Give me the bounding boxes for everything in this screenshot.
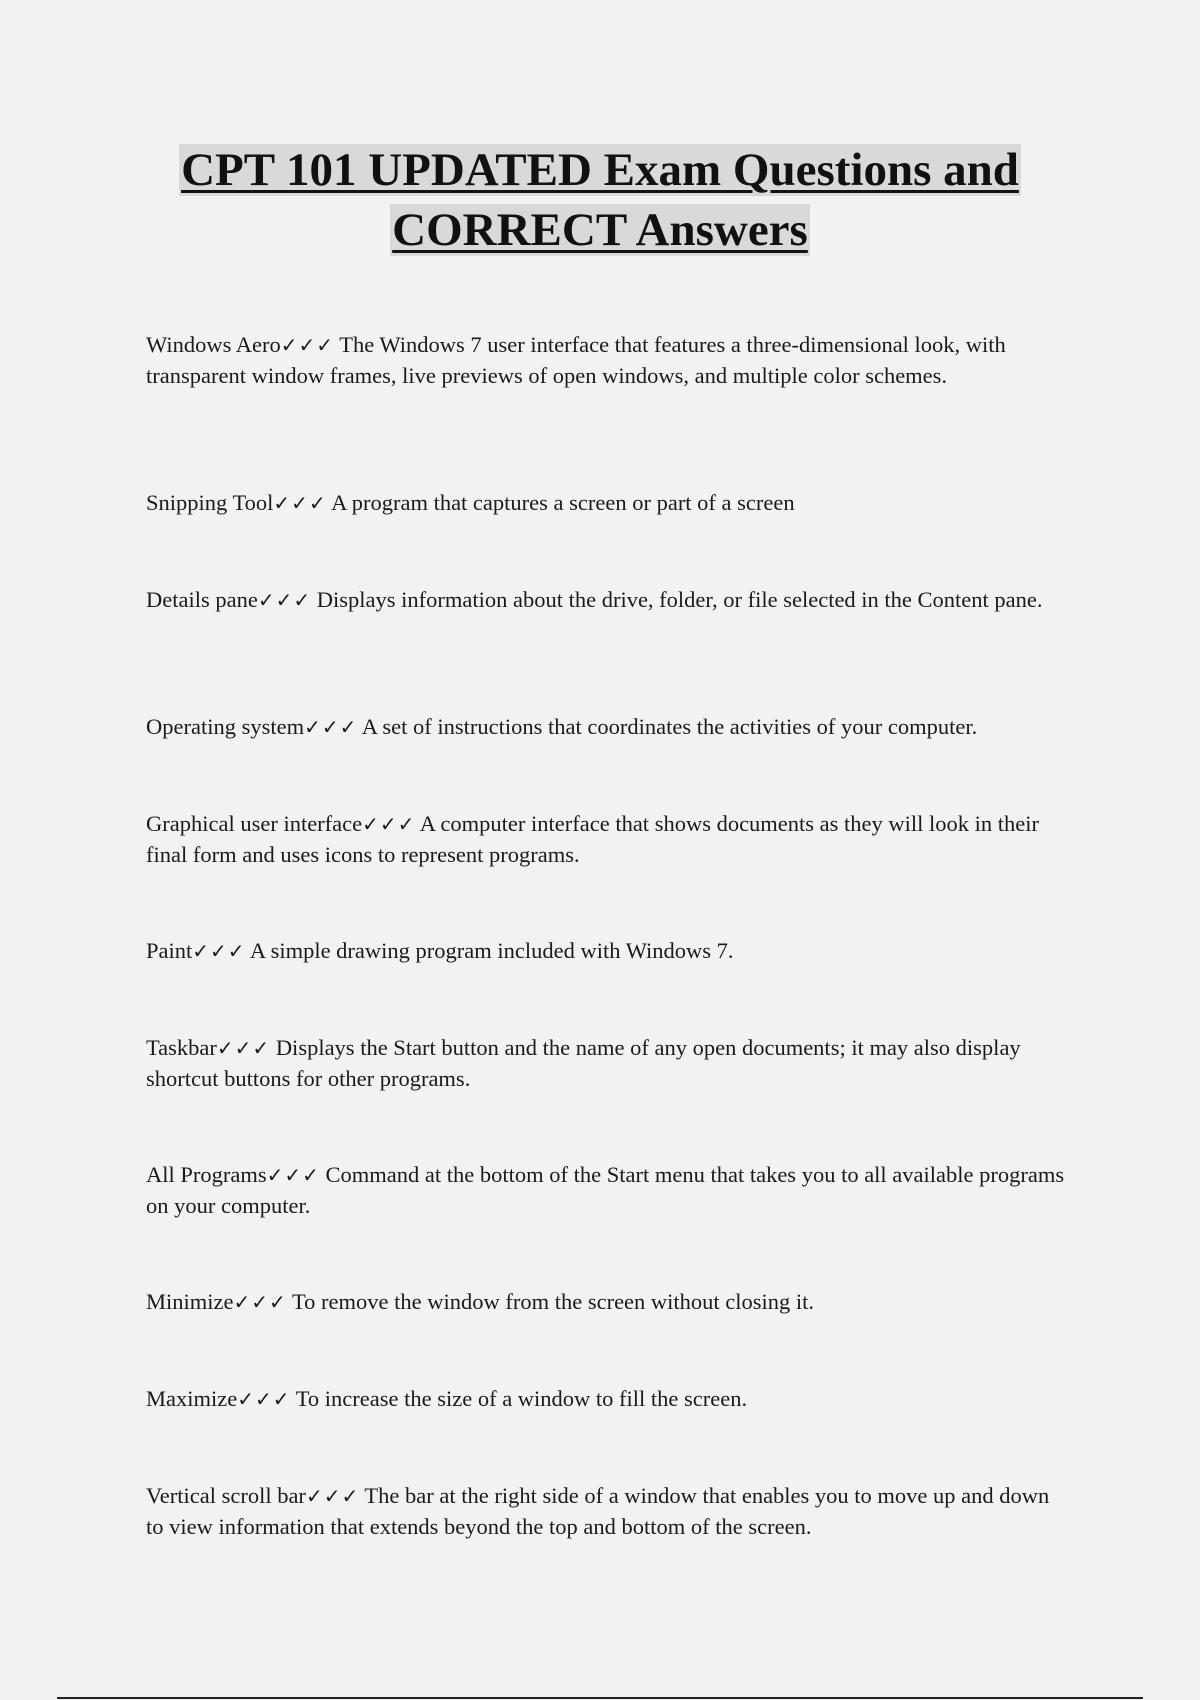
document-title — [0, 144, 1200, 264]
qa-term: Graphical user interface — [146, 811, 363, 836]
checkmark-icon: ✓✓✓ — [192, 939, 246, 963]
qa-definition: A program that captures a screen or part of a screen — [326, 490, 795, 515]
checkmark-icon: ✓✓✓ — [233, 1290, 287, 1314]
qa-term: All Programs — [146, 1162, 267, 1187]
qa-definition: To remove the window from the screen without closing it. — [286, 1289, 815, 1314]
qa-item — [146, 1481, 1066, 1542]
qa-term: Snipping Tool — [146, 490, 274, 515]
qa-term: Vertical scroll bar — [146, 1483, 306, 1508]
checkmark-icon: ✓✓✓ — [237, 1387, 291, 1411]
qa-definition: Displays the Start button and the name of any open documents; it may also display shortcut buttons for other programs. — [146, 1035, 1021, 1091]
qa-item — [146, 712, 1066, 743]
qa-item — [146, 1160, 1066, 1221]
qa-term: Paint — [146, 938, 193, 963]
qa-term: Details pane — [146, 587, 258, 612]
qa-item — [146, 936, 1066, 967]
checkmark-icon: ✓✓✓ — [304, 715, 358, 739]
qa-definition: A set of instructions that coordinates the activities of your computer. — [357, 714, 978, 739]
qa-item — [146, 1384, 1066, 1415]
checkmark-icon: ✓✓✓ — [266, 1163, 320, 1187]
title-line-2: CORRECT Answers — [392, 204, 808, 256]
qa-item — [146, 1033, 1066, 1094]
qa-definition: The bar at the right side of a window that enables you to move up and down to view information that extends beyond the top and bottom of the screen. — [146, 1483, 1050, 1539]
qa-item — [146, 330, 1066, 391]
qa-term: Maximize — [146, 1386, 238, 1411]
title-line-1: CPT 101 UPDATED Exam Questions and — [181, 144, 1019, 196]
qa-definition: To increase the size of a window to fill the screen. — [290, 1386, 748, 1411]
checkmark-icon: ✓✓✓ — [216, 1036, 271, 1060]
qa-definition: A computer interface that shows documents as they will look in their final form and uses icons to represent programs. — [146, 811, 1040, 867]
qa-definition: Command at the bottom of the Start menu that takes you to all available programs on your computer. — [146, 1162, 1065, 1218]
qa-item — [146, 1287, 1066, 1318]
qa-term: Operating system — [146, 714, 305, 739]
footer-divider — [57, 1697, 1143, 1699]
qa-item — [146, 488, 1066, 519]
qa-term: Taskbar — [146, 1035, 217, 1060]
qa-definition: The Windows 7 user interface that features a three-dimensional look, with transparent window frames, live previews of open windows, and multiple color schemes. — [146, 332, 1006, 388]
checkmark-icon: ✓✓✓ — [257, 588, 312, 612]
checkmark-icon: ✓✓✓ — [273, 491, 327, 515]
qa-term: Minimize — [146, 1289, 234, 1314]
checkmark-icon: ✓✓✓ — [362, 812, 416, 836]
qa-term: Windows Aero — [146, 332, 281, 357]
qa-definition: Displays information about the drive, folder, or file selected in the Content pane. — [311, 587, 1043, 612]
qa-item — [146, 585, 1066, 616]
checkmark-icon: ✓✓✓ — [305, 1484, 360, 1508]
qa-definition: A simple drawing program included with Windows 7. — [245, 938, 734, 963]
checkmark-icon: ✓✓✓ — [280, 333, 334, 357]
qa-item — [146, 809, 1066, 870]
